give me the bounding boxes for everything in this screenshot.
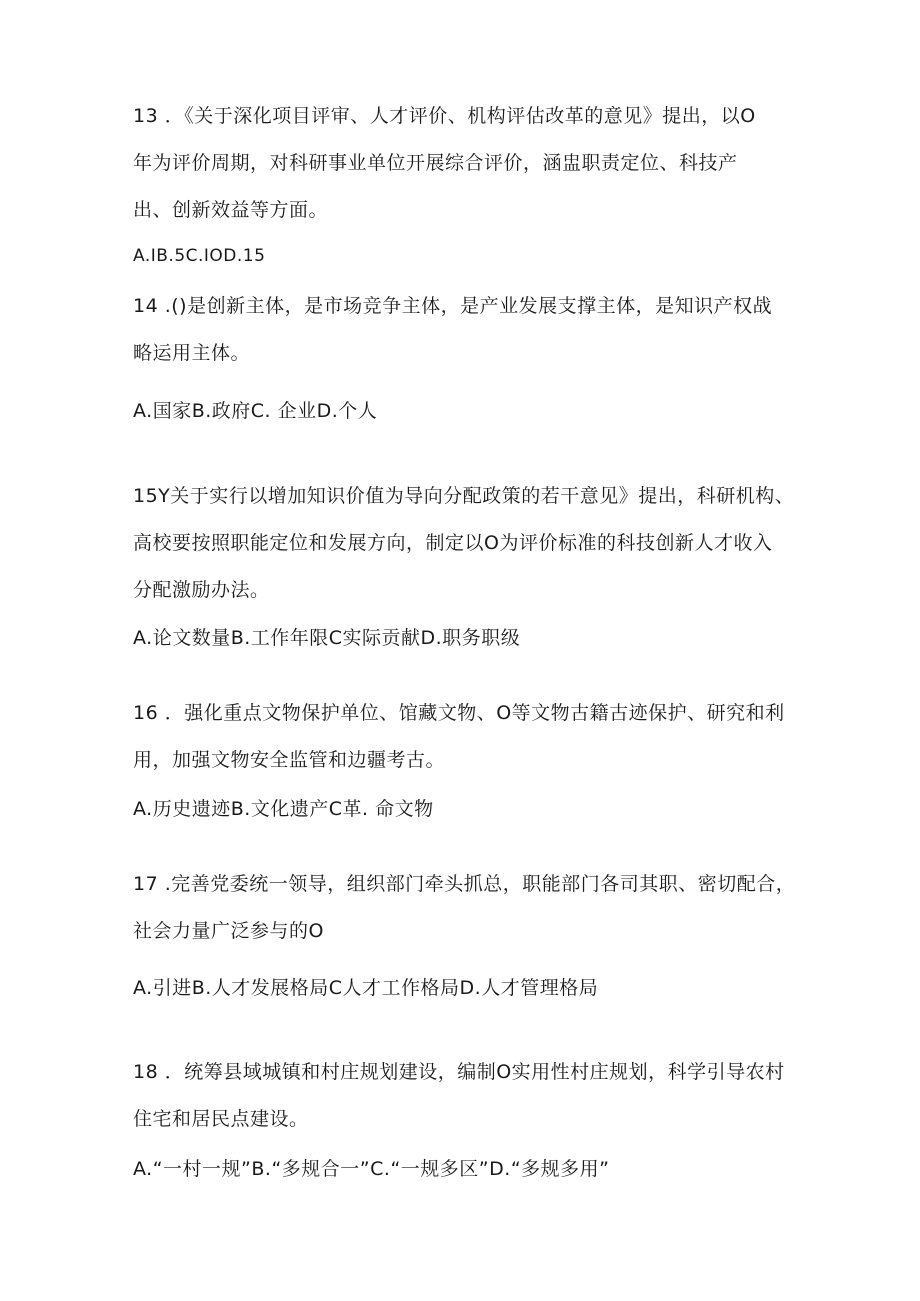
question-18-line-1: 18 ．统筹县域城镇和村庄规划建设，编制O实用性村庄规划，科学引导农村 bbox=[133, 1061, 785, 1083]
question-17-line-2: 社会力量广泛参与的O bbox=[133, 920, 324, 942]
question-17-options: A.引进B.人才发展格局C人才工作格局D.人才管理格局 bbox=[133, 977, 599, 999]
question-18-line-2: 住宅和居民点建设。 bbox=[133, 1108, 309, 1130]
question-15-line-1: 15Y关于实行以增加知识价值为导向分配政策的若干意见》提出，科研机构、 bbox=[133, 485, 795, 507]
question-16-options: A.历史遗迹B.文化遗产C革. 命文物 bbox=[133, 798, 434, 820]
question-15-options: A.论文数量B.工作年限C实际贡献D.职务职级 bbox=[133, 627, 521, 649]
question-16-line-1: 16 ．强化重点文物保护单位、馆藏文物、O等文物古籍古迹保护、研究和利 bbox=[133, 702, 785, 724]
question-13-line-2: 年为评价周期，对科研事业单位开展综合评价，涵盅职责定位、科技产 bbox=[133, 152, 738, 174]
question-14-line-1: 14 .()是创新主体，是市场竞争主体，是产业发展支撑主体，是知识产权战 bbox=[133, 295, 773, 317]
question-18-options: A.“一村一规”B.“多规合一”C.“一规多区”D.“多规多用” bbox=[133, 1158, 610, 1180]
question-14-line-2: 略运用主体。 bbox=[133, 342, 251, 364]
question-15-line-2: 高校要按照职能定位和发展方向，制定以O为评价标准的科技创新人才收入 bbox=[133, 532, 773, 554]
question-13-line-3: 出、创新效益等方面。 bbox=[133, 199, 329, 221]
question-16-line-2: 用，加强文物安全监管和边疆考古。 bbox=[133, 749, 446, 771]
question-17-line-1: 17 .完善党委统一领导，组织部门牵头抓总，职能部门各司其职、密切配合， bbox=[133, 873, 796, 895]
question-15-line-3: 分配激励办法。 bbox=[133, 579, 270, 601]
question-13-options: A.IB.5C.IOD.15 bbox=[133, 246, 266, 266]
question-13-line-1: 13 ．《关于深化项目评审、人才评价、机构评估改革的意见》提出，以O bbox=[133, 105, 756, 127]
question-14-options: A.国家B.政府C. 企业D.个人 bbox=[133, 400, 378, 422]
